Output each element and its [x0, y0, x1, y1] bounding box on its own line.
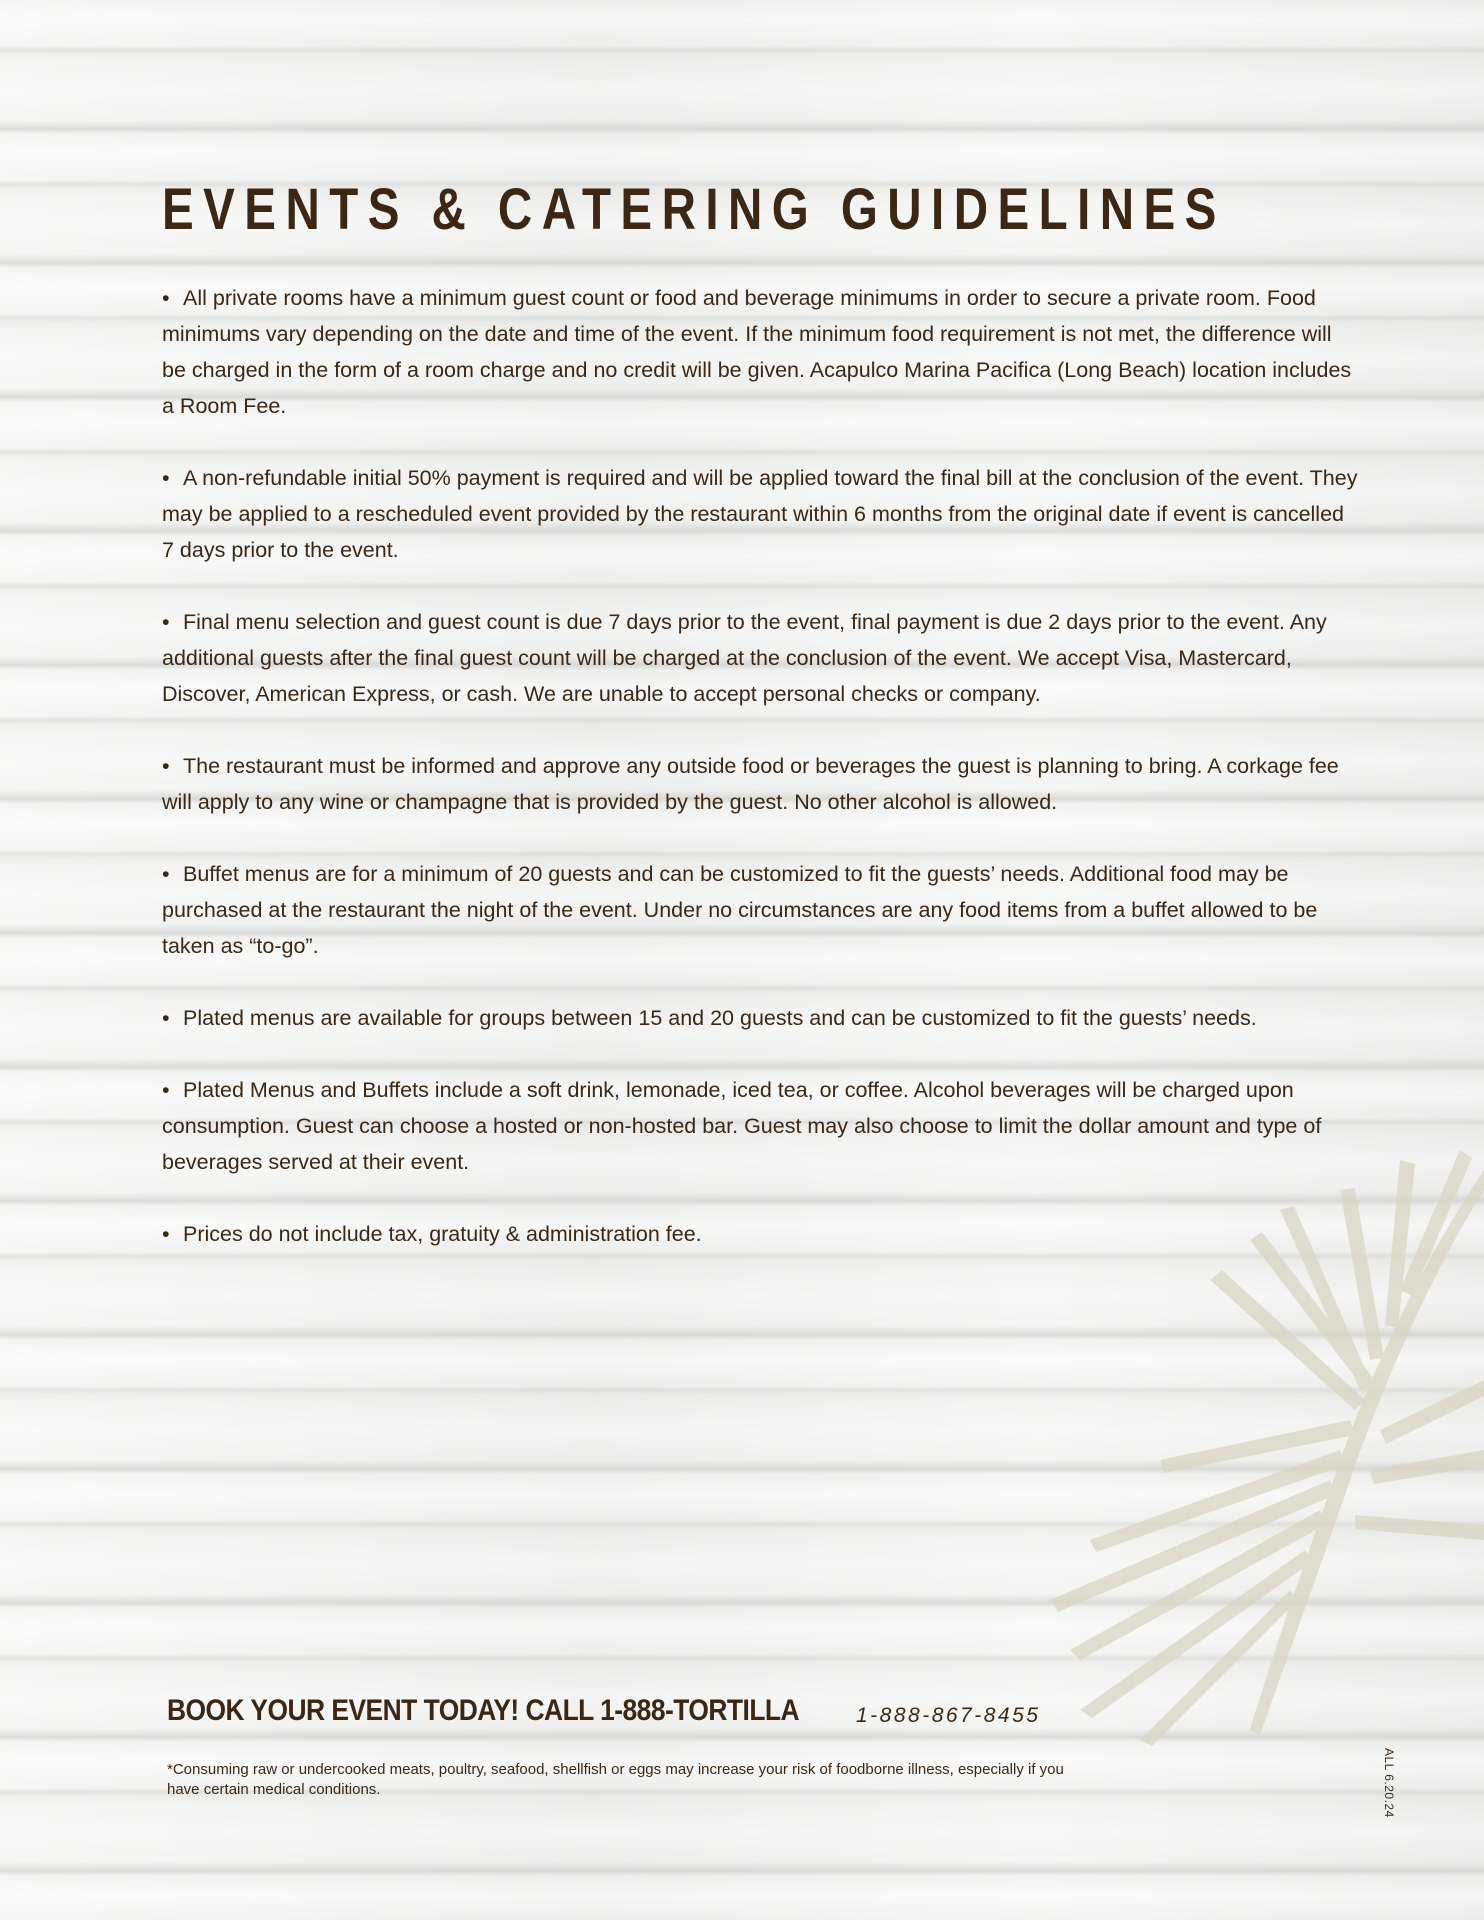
bullet-icon: •: [162, 1222, 170, 1246]
bullet-icon: •: [162, 466, 170, 490]
list-item: [162, 604, 1358, 712]
call-to-action: [167, 1694, 1041, 1728]
guideline-text: Buffet menus are for a minimum of 20 guests and can be customized to fit the guests’ needs. Additional food may be purchased at the restaurant the night of the event. Under no circumstances are any food items from a buffet allowed to be taken as “to-go”.: [162, 862, 1318, 958]
list-item: [162, 280, 1358, 424]
food-safety-disclaimer: *Consuming raw or undercooked meats, poultry, seafood, shellfish or eggs may increase your risk of foodborne illness, especially if you have certain medical conditions.: [167, 1761, 1064, 1798]
bullet-icon: •: [162, 1078, 170, 1102]
bullet-icon: •: [162, 286, 170, 310]
guideline-text: The restaurant must be informed and approve any outside food or beverages the guest is planning to bring. A corkage fee will apply to any wine or champagne that is provided by the guest. No other alcohol is allowed.: [162, 754, 1339, 814]
guidelines-list: [162, 280, 1358, 1288]
bullet-icon: •: [162, 754, 170, 778]
list-item: [162, 1072, 1358, 1180]
bullet-icon: •: [162, 610, 170, 634]
list-item: [162, 460, 1358, 568]
list-item: [162, 1000, 1358, 1036]
guideline-text: A non-refundable initial 50% payment is required and will be applied toward the final bill at the conclusion of the event. They may be applied to a rescheduled event provided by the restaurant within 6 months from the original date if event is cancelled 7 days prior to the event.: [162, 466, 1358, 562]
version-code: ALL 6.20.24: [1382, 1748, 1396, 1818]
guideline-text: All private rooms have a minimum guest count or food and beverage minimums in order to secure a private room. Food minimums vary depending on the date and time of the event. If the minimum food requirement is not met, the difference will be charged in the form of a room charge and no credit will be given. Acapulco Marina Pacifica (Long Beach) location includes a Room Fee.: [162, 286, 1352, 418]
cta-headline: BOOK YOUR EVENT TODAY! CALL 1-888-TORTILLA: [167, 1694, 800, 1727]
phone-number-link[interactable]: 1-888-867-8455: [856, 1704, 1041, 1727]
bullet-icon: •: [162, 862, 170, 886]
list-item: [162, 748, 1358, 820]
guideline-text: Final menu selection and guest count is due 7 days prior to the event, final payment is due 2 days prior to the event. Any additional guests after the final guest count will be charged at the conclusion of the event. We accept Visa, Mastercard, Discover, American Express, or cash. We are unable to accept personal checks or company.: [162, 610, 1327, 706]
guideline-text: Prices do not include tax, gratuity & administration fee.: [183, 1222, 702, 1246]
list-item: [162, 856, 1358, 964]
page-title: EVENTS & CATERING GUIDELINES: [162, 177, 1226, 242]
list-item: [162, 1216, 1358, 1252]
guideline-text: Plated Menus and Buffets include a soft drink, lemonade, iced tea, or coffee. Alcohol beverages will be charged upon consumption. Guest can choose a hosted or non-hosted bar. Guest may also choose to limit the dollar amount and type of beverages served at their event.: [162, 1078, 1322, 1174]
bullet-icon: •: [162, 1006, 170, 1030]
guideline-text: Plated menus are available for groups between 15 and 20 guests and can be customized to fit the guests’ needs.: [183, 1006, 1257, 1030]
